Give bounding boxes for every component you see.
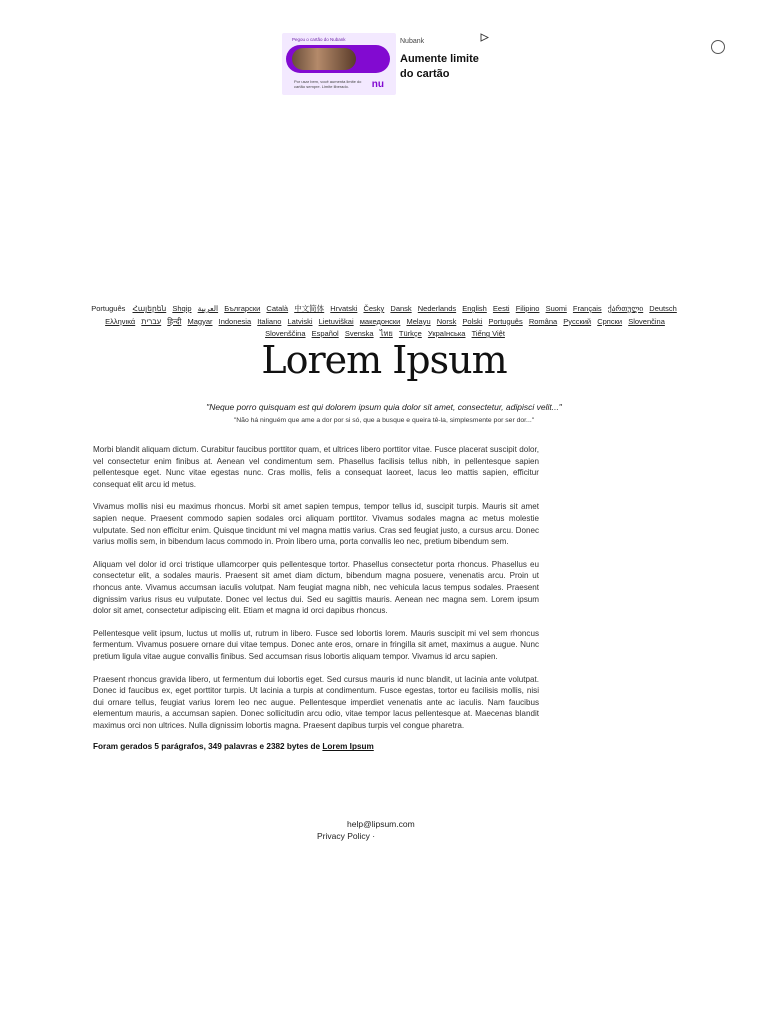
paragraph: Praesent rhoncus gravida libero, ut fermentum dui lobortis eget. Sed cursus mauris id nunc blandit, ut lacinia ante volutpat. Donec id faucibus ex, eget porttitor turpis. Ut lacinia a turpis at condimentum. Fusce egestas, tortor eu facilisis mollis, nisi dui ornare tellus, feugiat varius lorem leo nec augue. Pellentesque imperdiet venenatis ante ac iaculis. Nam faucibus elementum mauris, a accumsan sapien. Donec sollicitudin arcu odio, vitae tempor lacus pellentesque at. Maecenas blandit maximus orci non ultrices. Nulla dignissim lobortis magna. Praesent dapibus turpis vel congue pharetra. — [93, 674, 539, 730]
language-link[interactable]: Româna — [528, 316, 558, 326]
language-link[interactable]: Suomi — [545, 304, 567, 313]
page-title: Lorem Ipsum — [261, 338, 507, 382]
paragraph: Morbi blandit aliquam dictum. Curabitur faucibus porttitor quam, et ultrices libero porttitor vitae. Fusce placerat suscipit dolor, vel consectetur enim finibus at. Aenean vel condimentum sem. Phasellus facilisis tellus nibh, in pellentesque sapien pellentesque eget. Nunc vitae egestas nunc. Cras mollis, felis a consequat laoreet, lacus leo mattis sapien, efficitur consequat elit arcu id metus. — [93, 445, 539, 489]
ad-headline[interactable]: Aumente limite do cartão — [400, 53, 479, 80]
summary-text: Foram gerados 5 parágrafos, 349 palavras e 2382 bytes de — [93, 742, 321, 752]
language-link[interactable]: Català — [266, 304, 289, 313]
ad-image[interactable] — [282, 33, 396, 95]
language-link[interactable]: Ελληνικά — [105, 316, 136, 326]
language-bar — [88, 303, 682, 341]
latin-quote: "Neque porro quisquam est qui dolorem ipsum quia dolor sit amet, consectetur, adipisci velit..." — [206, 402, 562, 412]
paragraph: Vivamus mollis nisi eu maximus rhoncus. Morbi sit amet sapien tempus, tempor tellus id, suscipit turpis. Mauris sit amet sapien neque. Praesent commodo sapien sodales orci aliquam porttitor. Vivamus sodales magna ac metus molestie vulputate. Sed non efficitur enim. Quisque tincidunt mi vel magna mattis varius. Cras sed feugiat justo, a cursus arcu. Donec varius mollis sem, in bibendum lacus commodo in. Proin libero urna, porta convallis leo nec, pretium bibendum sem. — [93, 502, 539, 547]
language-link[interactable]: Pусский — [563, 316, 592, 326]
language-link[interactable]: ქართული — [607, 304, 644, 313]
advertisement[interactable] — [282, 33, 492, 95]
language-link[interactable]: Српски — [597, 316, 623, 326]
language-link[interactable]: Shqip — [172, 304, 192, 313]
ad-image-bottom-text: Por usar bem, você aumenta limite do cartão sempre. Limite liberado. — [294, 79, 362, 89]
language-link[interactable]: हिन्दी — [167, 316, 182, 326]
language-link[interactable]: Español — [311, 329, 339, 338]
language-link[interactable]: Lietuviškai — [318, 316, 354, 326]
language-link[interactable]: Deutsch — [649, 304, 677, 313]
paragraph: Aliquam vel dolor id orci tristique ullamcorper quis pellentesque tortor. Phasellus consectetur porta rhoncus. Phasellus eu consectetur elit, a sodales mauris. Praesent sit amet diam dictum, bibendum magna posuere, venenatis arcu. Proin ut rhoncus ante. Vivamus accumsan iaculis volutpat. Nam feugiat magna nibh, nec vehicula lacus tempus sodales. Praesent dignissim varius risus eu vulputate. Donec vel lectus dui. Sed eu sagittis mauris. Aenean nec magna sem. Lorem ipsum dolor sit amet, consectetur adipiscing elit. Etiam et magna id orci dapibus rhoncus. — [93, 559, 539, 616]
language-link[interactable]: Hrvatski — [330, 304, 358, 313]
language-link[interactable]: Melayu — [406, 316, 431, 326]
language-link[interactable]: Filipino — [515, 304, 540, 313]
ad-photo — [286, 45, 390, 73]
ad-brand: Nubank — [400, 38, 425, 45]
language-link[interactable]: Indonesia — [218, 316, 252, 326]
language-link[interactable]: Français — [572, 304, 602, 313]
language-link[interactable]: Tiếng Việt — [471, 329, 505, 338]
language-link[interactable]: 中文简体 — [294, 304, 325, 313]
language-link[interactable]: Polski — [462, 316, 483, 326]
ad-image-top-text: Pegou o cartão do Nubank — [292, 37, 346, 42]
language-link[interactable]: العربية — [197, 304, 219, 313]
language-link[interactable]: Українська — [427, 329, 466, 338]
language-link[interactable]: Slovenščina — [265, 329, 306, 338]
language-link[interactable]: English — [462, 304, 487, 313]
language-link[interactable]: Latviski — [287, 316, 313, 326]
language-link[interactable]: Nederlands — [417, 304, 457, 313]
language-link[interactable]: עברית — [141, 316, 162, 326]
language-link[interactable]: Italiano — [257, 316, 282, 326]
language-link[interactable]: Türkçe — [398, 329, 422, 338]
language-link[interactable]: Slovenčina — [628, 316, 665, 326]
current-language: Português — [91, 304, 126, 313]
privacy-policy-link[interactable]: Privacy Policy · — [317, 831, 376, 841]
generated-text — [93, 444, 539, 751]
language-link[interactable]: Norsk — [436, 316, 457, 326]
help-email[interactable]: help@lipsum.com — [347, 819, 415, 829]
language-link[interactable]: Eesti — [492, 304, 510, 313]
paragraph: Pellentesque velit ipsum, luctus ut mollis ut, rutrum in libero. Fusce sed lobortis lorem. Mauris suscipit mi vel sem rhoncus fermentum. Vivamus posuere ornare dui vitae tempus. Donec ante eros, ornare in fringilla sit amet, maximus a augue. Nunc pretium ligula vitae augue convallis finibus. Sed accumsan risus lobortis aliquam tempor. Vivamus id arcu sapien. — [93, 628, 539, 661]
lorem-ipsum-link[interactable]: Lorem Ipsum — [322, 742, 374, 752]
language-link[interactable]: Português — [488, 316, 523, 326]
language-link[interactable]: Հայերեն — [132, 304, 167, 313]
language-link[interactable]: Magyar — [187, 316, 213, 326]
portuguese-quote: "Não há ninguém que ame a dor por si só, que a busque e queira tê-la, simplesmente por ser dor..." — [233, 417, 535, 424]
language-link[interactable]: Česky — [363, 304, 385, 313]
language-link[interactable]: Svenska — [344, 329, 374, 338]
close-circle-icon[interactable] — [711, 40, 725, 54]
language-link[interactable]: ไทย — [379, 329, 393, 338]
ad-choices-icon[interactable] — [480, 33, 489, 44]
language-link[interactable]: македонски — [359, 316, 401, 326]
generation-summary — [93, 742, 539, 751]
nubank-logo: nu — [371, 79, 384, 90]
language-link[interactable]: Dansk — [390, 304, 412, 313]
language-link[interactable]: Български — [224, 304, 261, 313]
